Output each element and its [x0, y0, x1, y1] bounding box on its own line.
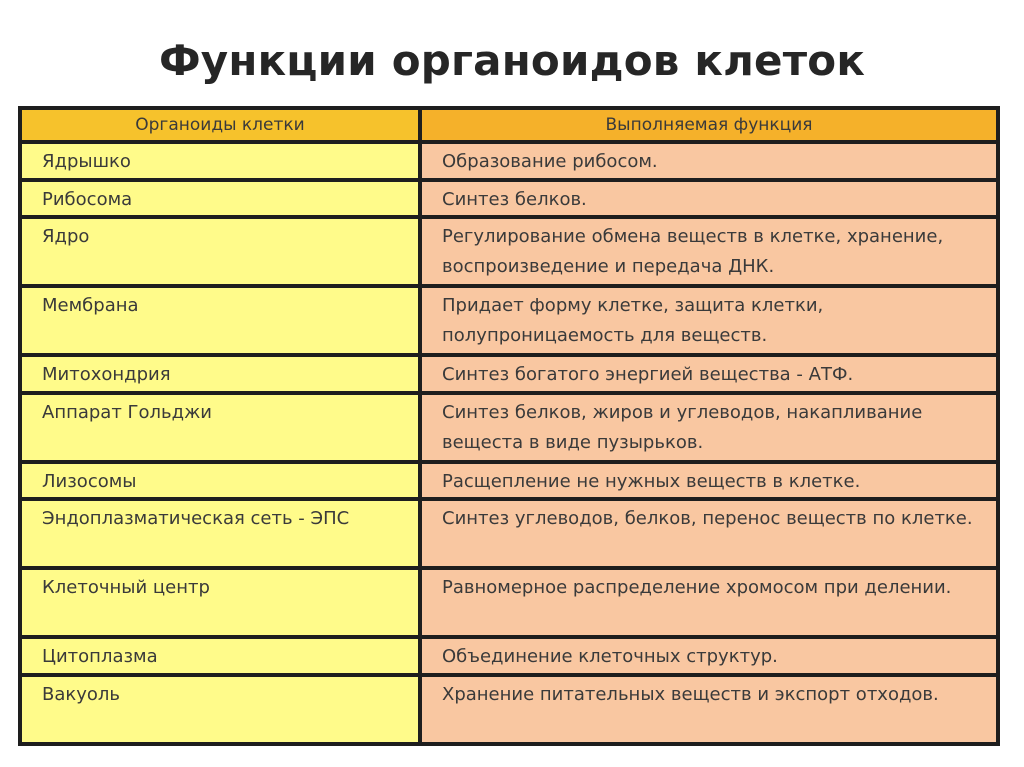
- function-cell: Придает форму клетке, защита клетки, полупроницаемость для веществ.: [422, 288, 996, 353]
- organoid-cell: Цитоплазма: [22, 639, 418, 673]
- function-cell: Синтез богатого энергией вещества - АТФ.: [422, 357, 996, 391]
- table-row: [22, 677, 996, 742]
- organoid-cell: Клеточный центр: [22, 570, 418, 635]
- table-row: [22, 395, 996, 460]
- table-row: [22, 570, 996, 635]
- organoid-cell: Рибосома: [22, 182, 418, 216]
- organoid-cell: Мембрана: [22, 288, 418, 353]
- organoid-cell: Ядро: [22, 219, 418, 284]
- organoid-cell: Эндоплазматическая сеть - ЭПС: [22, 501, 418, 566]
- table-row: [22, 464, 996, 498]
- slide-title: Функции органоидов клеток: [158, 36, 866, 85]
- organoid-cell: Вакуоль: [22, 677, 418, 742]
- organoid-function-table-frame: [18, 106, 1000, 746]
- table-header-row: [22, 110, 996, 140]
- function-cell: Хранение питательных веществ и экспорт отходов.: [422, 677, 996, 742]
- table-row: [22, 182, 996, 216]
- function-cell: Расщепление не нужных веществ в клетке.: [422, 464, 996, 498]
- organoid-cell: Лизосомы: [22, 464, 418, 498]
- organoid-cell: Митохондрия: [22, 357, 418, 391]
- table-row: [22, 288, 996, 353]
- function-cell: Синтез белков, жиров и углеводов, накапливание вещеста в виде пузырьков.: [422, 395, 996, 460]
- organoid-cell: Аппарат Гольджи: [22, 395, 418, 460]
- function-cell: Синтез углеводов, белков, перенос веществ по клетке.: [422, 501, 996, 566]
- function-cell: Синтез белков.: [422, 182, 996, 216]
- function-cell: Образование рибосом.: [422, 144, 996, 178]
- organoid-cell: Ядрышко: [22, 144, 418, 178]
- table-row: [22, 219, 996, 284]
- header-organoid: Органоиды клетки: [22, 110, 418, 140]
- header-function: Выполняемая функция: [422, 110, 996, 140]
- organoid-function-table: [18, 106, 1000, 746]
- table-row: [22, 144, 996, 178]
- table-row: [22, 639, 996, 673]
- table-row: [22, 501, 996, 566]
- function-cell: Равномерное распределение хромосом при делении.: [422, 570, 996, 635]
- function-cell: Объединение клеточных структур.: [422, 639, 996, 673]
- table-row: [22, 357, 996, 391]
- function-cell: Регулирование обмена веществ в клетке, хранение, воспроизведение и передача ДНК.: [422, 219, 996, 284]
